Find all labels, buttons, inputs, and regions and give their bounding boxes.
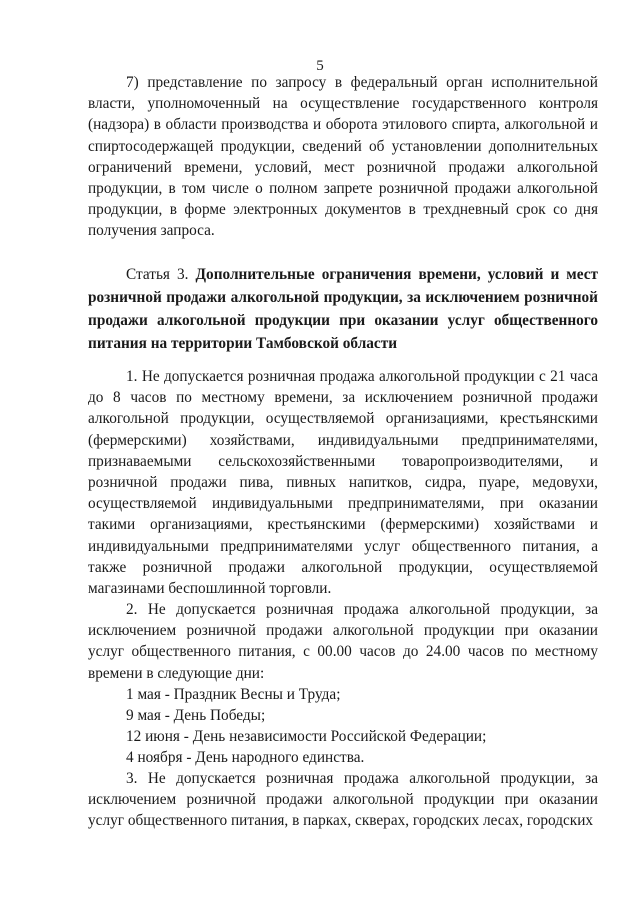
article-number: Статья 3.: [126, 266, 189, 283]
article-heading: [88, 263, 598, 355]
paragraph-7: 7) представление по запросу в федеральный орган исполнительной власти, уполномоченный на осуществление государственного контроля (надзора) в области производства и оборота этилового спирта, алкогольной и спиртосодержащей продукции, сведений об установлении дополнительных ограничений времени, условий, мест розничной продажи алкогольной продукции, в том числе о полном запрете розничной продажи алкогольной продукции, в форме электронных документов в трехдневный срок со дня получения запроса.: [88, 74, 598, 240]
article-paragraph-1: 1. Не допускается розничная продажа алкогольной продукции с 21 часа до 8 часов по местному времени, за исключением розничной продажи алкогольной продукции, осуществляемой организациями, крестьянскими (фермерскими) хозяйствами, индивидуальными предпринимателями, признаваемыми сельскохозяйственными товаропроизводителями, и розничной продажи пива, пивных напитков, сидра, пуаре, медовухи, осуществляемой индивидуальными предпринимателями, при оказании такими организациями, крестьянскими (фермерскими) хозяйствами и индивидуальными предпринимателями услуг общественного питания, а также розничной продажи алкогольной продукции, осуществляемой магазинами беспошлинной торговли.: [88, 368, 598, 598]
holiday-item: 9 мая - День Победы;: [126, 707, 266, 724]
article-paragraph-3: 3. Не допускается розничная продажа алкогольной продукции, за исключением розничной продажи алкогольной продукции при оказании услуг общественного питания, в парках, скверах, городских лесах, городских: [88, 770, 598, 830]
holiday-item: 4 ноября - День народного единства.: [126, 749, 365, 766]
holiday-item: 1 мая - Праздник Весны и Труда;: [126, 686, 341, 703]
page-number: 5: [316, 58, 324, 74]
article-title: Дополнительные ограничения времени, условий и мест розничной продажи алкогольной продукции, за исключением розничной продажи алкогольной продукции при оказании услуг общественного питания на территории Тамбовской области: [88, 266, 599, 352]
holiday-item: 12 июня - День независимости Российской Федерации;: [126, 728, 487, 745]
article-paragraph-2: 2. Не допускается розничная продажа алкогольной продукции, за исключением розничной продажи алкогольной продукции при оказании услуг общественного питания, с 00.00 часов до 24.00 часов по местному времени в следующие дни:: [88, 601, 598, 682]
